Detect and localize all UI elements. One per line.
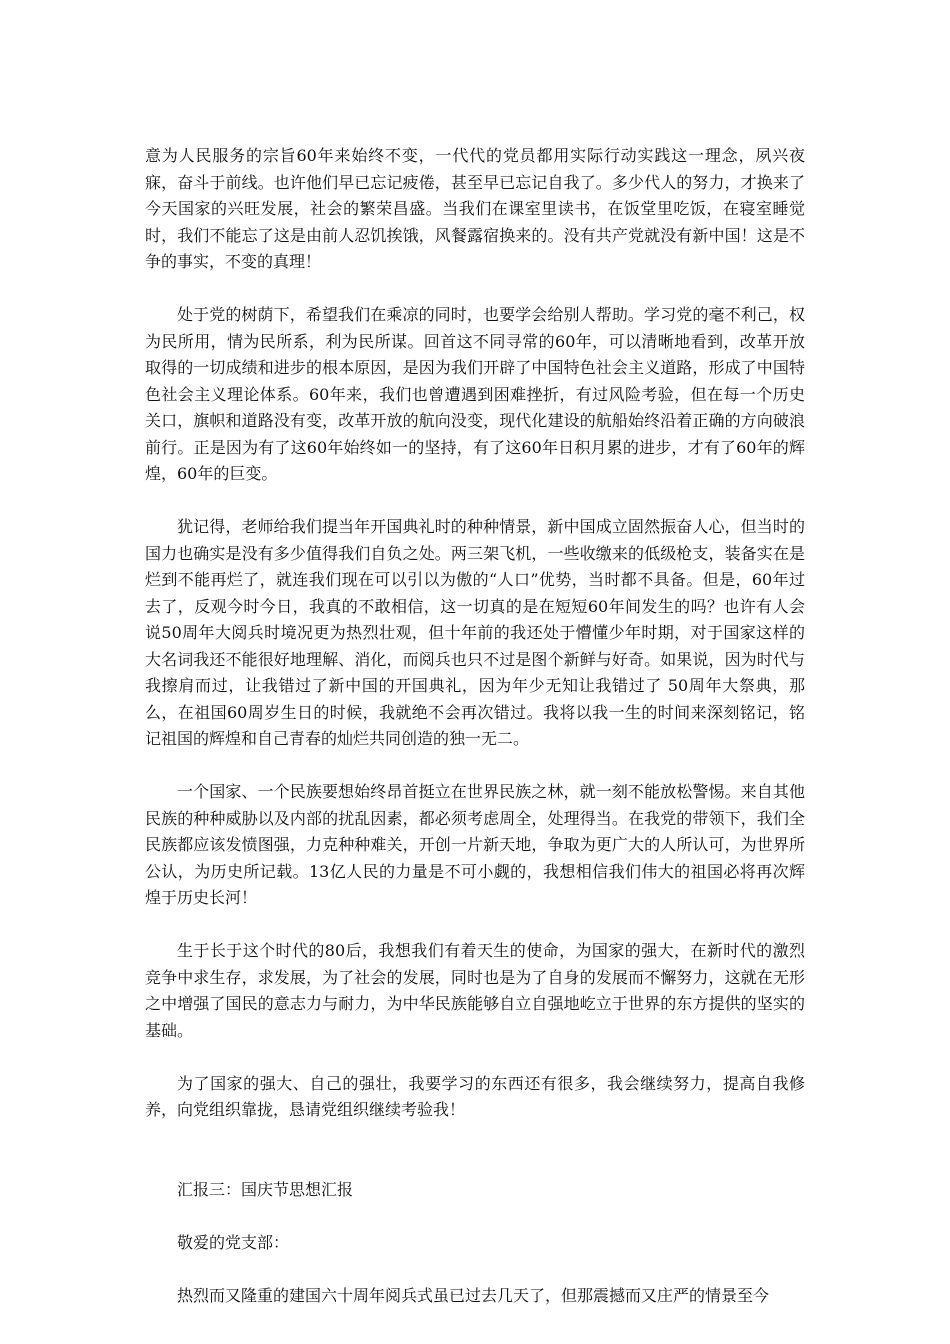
- salutation: 敬爱的党支部：: [177, 1233, 290, 1252]
- section-title: 汇报三：国庆节思想汇报: [177, 1180, 354, 1199]
- paragraph-2: 处于党的树荫下，希望我们在乘凉的同时，也要学会给别人帮助。学习党的毫不利己，权为民所用，情为民所系，利为民所谋。回首这不同寻常的60年，可以清晰地看到，改革开放取得的一切成绩和进步的根本原因，是因为我们开辟了中国特色社会主义道路，形成了中国特色社会主义理论体系。60年来，我们也曾遭遇到困难挫折，有过风险考验，但在每一个历史关口，旗帜和道路没有变，改革开放的航向没变，现代化建设的航船始终沿着正确的方向破浪前行。正是因为有了这60年始终如一的坚持，有了这60年日积月累的进步，才有了60年的辉煌，60年的巨变。: [145, 305, 805, 483]
- paragraph-4: 一个国家、一个民族要想始终昂首挺立在世界民族之林，就一刻不能放松警惕。来自其他民族的种种威胁以及内部的扰乱因素，都必须考虑周全，处理得当。在我党的带领下，我们全民族都应该发愤图强，力克种种难关，开创一片新天地，争取为更广大的人所认可，为世界所公认，为历史所记载。13亿人民的力量是不可小觑的，我想相信我们伟大的祖国必将再次辉煌于历史长河！: [145, 782, 805, 907]
- paragraph-5: 生于长于这个时代的80后，我想我们有着天生的使命，为国家的强大，在新时代的激烈竞争中求生存，求发展，为了社会的发展，同时也是为了自身的发展而不懈努力，这就在无形之中增强了国民的意志力与耐力，为中华民族能够自立自强地屹立于世界的东方提供的坚实的基础。: [145, 941, 805, 1040]
- paragraph-1: 意为人民服务的宗旨60年来始终不变，一代代的党员都用实际行动实践这一理念，夙兴夜寐，奋斗于前线。也许他们早已忘记疲倦，甚至早已忘记自我了。多少代人的努力，才换来了今天国家的兴旺发展，社会的繁荣昌盛。当我们在课室里读书，在饭堂里吃饭，在寝室睡觉时，我们不能忘了这是由前人忍饥挨饿，风餐露宿换来的。没有共产党就没有新中国！这是不争的事实，不变的真理！: [145, 146, 805, 271]
- section-spacer: [145, 1150, 805, 1177]
- paragraph-3: 犹记得，老师给我们提当年开国典礼时的种种情景，新中国成立固然振奋人心，但当时的国力也确实是没有多少值得我们自负之处。两三架飞机，一些收缴来的低级枪支，装备实在是烂到不能再烂了，就连我们现在可以引以为傲的“人口”优势，当时都不具备。但是，60年过去了，反观今时今日，我真的不敢相信，这一切真的是在短短60年间发生的吗？也许有人会说50周年大阅兵时境况更为热烈壮观，但十年前的我还处于懵懂少年时期，对于国家这样的大名词我还不能很好地理解、消化，而阅兵也只不过是图个新鲜与好奇。如果说，因为时代与我擦肩而过，让我错过了新中国的开国典礼，因为年少无知让我错过了 50周年大祭典，那么，在祖国60周岁生日的时候，我就绝不会再次错过。我将以我一生的时间来深刻铭记，铭记祖国的辉煌和自己青春的灿烂共同创造的独一无二。: [145, 517, 805, 748]
- document-body: [145, 143, 805, 1336]
- final-paragraph: 热烈而又隆重的建国六十周年阅兵式虽已过去几天了，但那震撼而又庄严的情景至今: [177, 1286, 770, 1305]
- paragraph-6: 为了国家的强大、自己的强壮，我要学习的东西还有很多，我会继续努力，提高自我修养，向党组织靠拢，恳请党组织继续考验我！: [145, 1073, 805, 1119]
